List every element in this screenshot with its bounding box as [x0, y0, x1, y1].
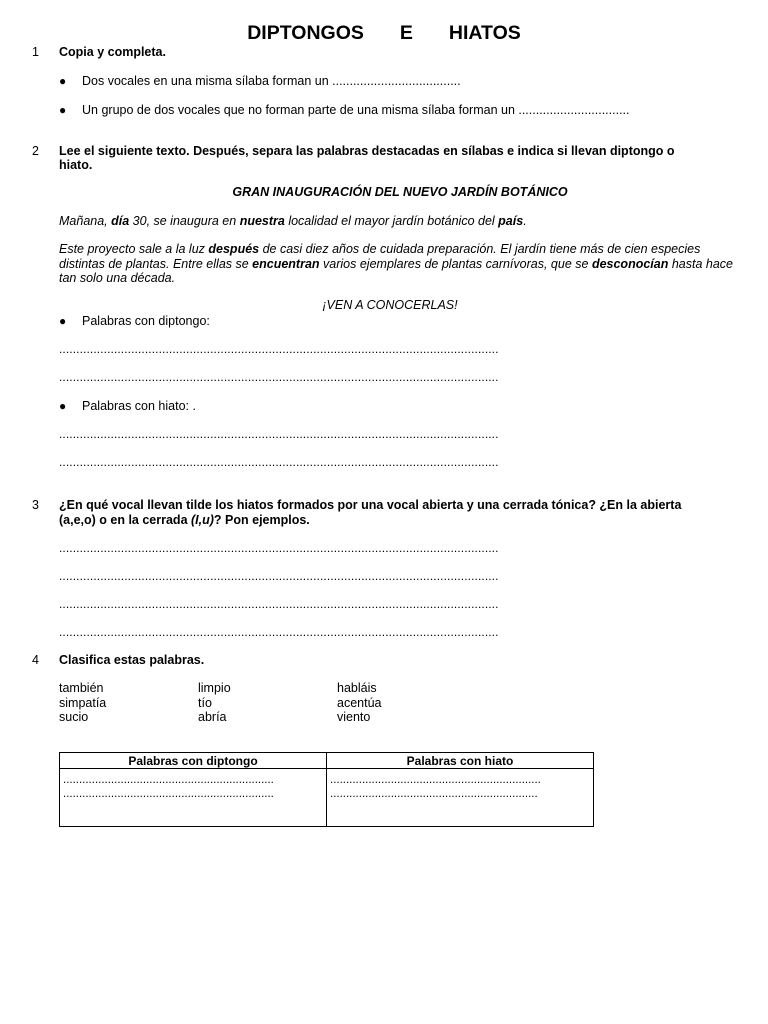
answer-line[interactable]: .................................................................: [330, 788, 538, 800]
answer-line[interactable]: ................................................................................................................................: [59, 342, 499, 356]
classification-table: [59, 752, 594, 827]
diptongo-label: Palabras con diptongo:: [82, 314, 210, 328]
header-diptongo: Palabras con diptongo: [60, 753, 327, 769]
answer-line[interactable]: ................................................................................................................................: [59, 455, 499, 469]
word: viento: [337, 710, 371, 724]
title-word-e: E: [399, 22, 413, 44]
section-1-bullet-2: Un grupo de dos vocales que no forman parte de una misma sílaba forman un ................................: [82, 103, 630, 117]
header-hiato: Palabras con hiato: [327, 753, 594, 769]
word: sucio: [59, 710, 89, 724]
reading-paragraph-2: Este proyecto sale a la luz después de casi diez años de cuidada preparación. El jardín tiene más de cien especies distintas de plantas. Entre ellas se encuentran varios ejemplares de plantas carnívoras, que se desconocían hasta hace tan solo una década.: [59, 242, 733, 285]
title-word-diptongos: DIPTONGOS: [247, 22, 364, 44]
section-2-instruction-line-2: hiato.: [59, 158, 93, 172]
word: acentúa: [337, 695, 382, 710]
answer-line[interactable]: ................................................................................................................................: [59, 597, 499, 611]
word: simpatía: [59, 695, 107, 710]
answer-line[interactable]: ................................................................................................................................: [59, 569, 499, 583]
section-3-question-line-2: (a,e,o) o en la cerrada (I,u)? Pon ejemplos.: [59, 513, 310, 527]
answer-line[interactable]: ................................................................................................................................: [59, 625, 499, 639]
section-3-number: 3: [32, 498, 39, 512]
bullet-icon: ●: [59, 314, 67, 328]
reading-title: GRAN INAUGURACIÓN DEL NUEVO JARDÍN BOTÁNICO: [232, 185, 568, 199]
word: también: [59, 681, 104, 695]
hiato-answer-cell[interactable]: [327, 769, 594, 827]
hiato-label: Palabras con hiato: .: [82, 399, 196, 413]
section-3-question-line-1: ¿En qué vocal llevan tilde los hiatos formados por una vocal abierta y una cerrada tónica? ¿En la abierta: [59, 498, 682, 512]
section-1-number: 1: [32, 45, 39, 59]
answer-line[interactable]: ................................................................................................................................: [59, 370, 499, 384]
answer-line[interactable]: ..................................................................: [63, 788, 274, 800]
answer-line[interactable]: ................................................................................................................................: [59, 541, 499, 555]
word-column-2: [198, 681, 231, 725]
reading-paragraph-1: Mañana, día 30, se inaugura en nuestra localidad el mayor jardín botánico del país.: [59, 214, 527, 228]
word-column-1: [59, 681, 106, 725]
section-4-number: 4: [32, 653, 39, 667]
section-1-instruction: Copia y completa.: [59, 45, 166, 59]
word: habláis: [337, 681, 377, 695]
word: limpio: [198, 681, 231, 695]
section-4-instruction: Clasifica estas palabras.: [59, 653, 205, 667]
word-column-3: [337, 681, 381, 725]
bullet-icon: ●: [59, 399, 67, 413]
diptongo-answer-cell[interactable]: [60, 769, 327, 827]
bullet-icon: ●: [59, 74, 67, 88]
answer-line[interactable]: ................................................................................................................................: [59, 427, 499, 441]
answer-line[interactable]: ..................................................................: [63, 774, 274, 786]
word: tío: [198, 695, 212, 710]
title-word-hiatos: HIATOS: [448, 22, 521, 44]
section-2-number: 2: [32, 144, 39, 158]
answer-line[interactable]: ..................................................................: [330, 774, 541, 786]
section-2-instruction-line-1: Lee el siguiente texto. Después, separa las palabras destacadas en sílabas e indica si llevan diptongo o: [59, 144, 675, 158]
reading-exclamation: ¡VEN A CONOCERLAS!: [322, 298, 458, 312]
section-1-bullet-1: Dos vocales en una misma sílaba forman un .....................................: [82, 74, 461, 88]
word: abría: [198, 710, 227, 724]
bullet-icon: ●: [59, 103, 67, 117]
page-title: [0, 22, 768, 45]
